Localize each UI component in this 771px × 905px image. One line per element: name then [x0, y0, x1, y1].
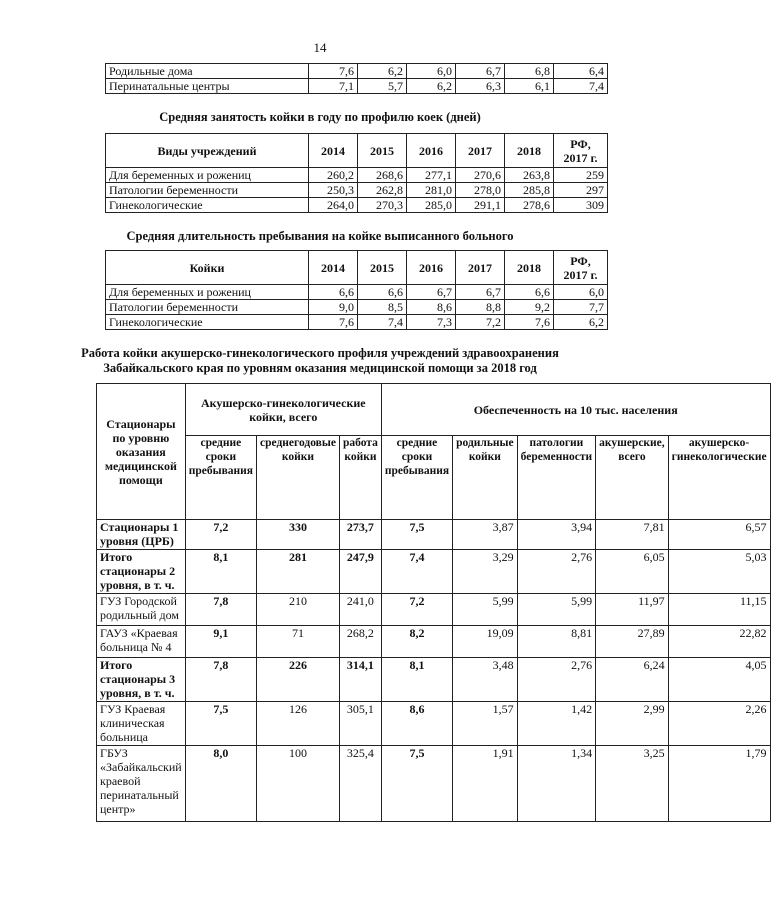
cell-value: 268,2 — [339, 626, 381, 658]
cell-value: 2,76 — [517, 658, 596, 702]
column-header: РФ, 2017 г. — [554, 134, 608, 168]
cell-value: 3,94 — [517, 520, 596, 550]
row-label: ГУЗ Городской родильный дом — [97, 594, 186, 626]
column-header: 2014 — [309, 134, 358, 168]
cell-value: 314,1 — [339, 658, 381, 702]
column-header: 2016 — [407, 134, 456, 168]
cell-value: 5,7 — [358, 79, 407, 94]
table-continuation — [105, 63, 608, 94]
cell-value: 3,48 — [453, 658, 518, 702]
column-header: Виды учреждений — [106, 134, 309, 168]
cell-value: 5,99 — [453, 594, 518, 626]
cell-value: 262,8 — [358, 183, 407, 198]
cell-value: 226 — [257, 658, 340, 702]
cell-value: 1,79 — [668, 746, 770, 822]
cell-value: 1,34 — [517, 746, 596, 822]
cell-value: 278,0 — [456, 183, 505, 198]
cell-value: 6,7 — [456, 285, 505, 300]
row-label: ГАУЗ «Краевая больница № 4 — [97, 626, 186, 658]
row-label: Родильные дома — [106, 64, 309, 79]
cell-value: 210 — [257, 594, 340, 626]
table3-title-line2: Забайкальского края по уровням оказания медицинской помощи за 2018 год — [103, 361, 537, 375]
row-label: Стационары 1 уровня (ЦРБ) — [97, 520, 186, 550]
cell-value: 5,03 — [668, 550, 770, 594]
cell-value: 6,2 — [358, 64, 407, 79]
column-header: 2017 — [456, 134, 505, 168]
cell-value: 9,1 — [185, 626, 256, 658]
cell-value: 7,1 — [309, 79, 358, 94]
cell-value: 9,0 — [309, 300, 358, 315]
row-label: Патологии беременности — [106, 183, 309, 198]
cell-value: 7,7 — [554, 300, 608, 315]
table-row — [106, 64, 608, 79]
page-number: 14 — [313, 40, 327, 55]
column-header: РФ, 2017 г. — [554, 251, 608, 285]
cell-value: 305,1 — [339, 702, 381, 746]
cell-value: 278,6 — [505, 198, 554, 213]
cell-value: 7,6 — [309, 64, 358, 79]
cell-value: 8,6 — [381, 702, 452, 746]
column-header: 2014 — [309, 251, 358, 285]
cell-value: 7,6 — [309, 315, 358, 330]
cell-value: 7,2 — [185, 520, 256, 550]
cell-value: 7,5 — [381, 520, 452, 550]
cell-value: 1,42 — [517, 702, 596, 746]
cell-value: 1,57 — [453, 702, 518, 746]
cell-value: 11,97 — [596, 594, 669, 626]
cell-value: 6,1 — [505, 79, 554, 94]
row-label: Для беременных и рожениц — [106, 285, 309, 300]
table2-block — [105, 250, 608, 330]
row-label: Гинекологические — [106, 315, 309, 330]
cell-value: 281 — [257, 550, 340, 594]
row-label: Итого стационары 3 уровня, в т. ч. — [97, 658, 186, 702]
cell-value: 6,6 — [309, 285, 358, 300]
cell-value: 71 — [257, 626, 340, 658]
cell-value: 5,99 — [517, 594, 596, 626]
cell-value: 291,1 — [456, 198, 505, 213]
cell-value: 273,7 — [339, 520, 381, 550]
cell-value: 27,89 — [596, 626, 669, 658]
row-label: Итого стационары 2 уровня, в т. ч. — [97, 550, 186, 594]
cell-value: 325,4 — [339, 746, 381, 822]
table-row — [106, 183, 608, 198]
table-row — [106, 300, 608, 315]
cell-value: 260,2 — [309, 168, 358, 183]
cell-value: 6,24 — [596, 658, 669, 702]
cell-value: 7,6 — [505, 315, 554, 330]
cell-value: 7,8 — [185, 658, 256, 702]
cell-value: 3,87 — [453, 520, 518, 550]
cell-value: 7,2 — [381, 594, 452, 626]
table-row — [97, 658, 771, 702]
cell-value: 268,6 — [358, 168, 407, 183]
cell-value: 4,05 — [668, 658, 770, 702]
continuation-table — [105, 63, 608, 94]
cell-value: 250,3 — [309, 183, 358, 198]
cell-value: 7,4 — [358, 315, 407, 330]
cell-value: 7,5 — [381, 746, 452, 822]
cell-value: 264,0 — [309, 198, 358, 213]
cell-value: 2,26 — [668, 702, 770, 746]
cell-value: 6,57 — [668, 520, 770, 550]
table-row — [106, 168, 608, 183]
column-header: 2016 — [407, 251, 456, 285]
table-row — [97, 626, 771, 658]
table3-title — [0, 346, 640, 376]
row-label: Для беременных и рожениц — [106, 168, 309, 183]
cell-value: 6,6 — [358, 285, 407, 300]
cell-value: 3,25 — [596, 746, 669, 822]
cell-value: 8,81 — [517, 626, 596, 658]
table-row — [97, 746, 771, 822]
cell-value: 6,05 — [596, 550, 669, 594]
sub-column-header: работа койки — [339, 436, 381, 520]
cell-value: 8,0 — [185, 746, 256, 822]
cell-value: 6,8 — [505, 64, 554, 79]
cell-value: 6,6 — [505, 285, 554, 300]
table1-block — [105, 133, 608, 213]
row-label: Гинекологические — [106, 198, 309, 213]
sub-column-header: акушерско-гинекологические — [668, 436, 770, 520]
cell-value: 126 — [257, 702, 340, 746]
cell-value: 22,82 — [668, 626, 770, 658]
cell-value: 330 — [257, 520, 340, 550]
cell-value: 8,1 — [185, 550, 256, 594]
header-obstetric-beds: Акушерско-гинекологические койки, всего — [185, 384, 381, 436]
column-header: Койки — [106, 251, 309, 285]
column-header: 2018 — [505, 134, 554, 168]
cell-value: 285,0 — [407, 198, 456, 213]
row-label: ГУЗ Краевая клиническая больница — [97, 702, 186, 746]
cell-value: 270,6 — [456, 168, 505, 183]
cell-value: 8,1 — [381, 658, 452, 702]
table-row — [97, 594, 771, 626]
cell-value: 259 — [554, 168, 608, 183]
cell-value: 6,0 — [554, 285, 608, 300]
sub-column-header: средние сроки пребывания — [185, 436, 256, 520]
cell-value: 2,99 — [596, 702, 669, 746]
table-row — [97, 550, 771, 594]
cell-value: 2,76 — [517, 550, 596, 594]
sub-column-header: среднегодовые койки — [257, 436, 340, 520]
cell-value: 8,2 — [381, 626, 452, 658]
cell-value: 7,8 — [185, 594, 256, 626]
table3-title-line1: Работа койки акушерско-гинекологического профиля учреждений здравоохранения — [81, 346, 559, 360]
bed-occupancy-table — [105, 133, 608, 213]
cell-value: 6,3 — [456, 79, 505, 94]
cell-value: 11,15 — [668, 594, 770, 626]
cell-value: 100 — [257, 746, 340, 822]
table-row — [106, 79, 608, 94]
row-label: Патологии беременности — [106, 300, 309, 315]
table2-title: Средняя длительность пребывания на койке выписанного больного — [126, 229, 514, 243]
column-header: 2015 — [358, 251, 407, 285]
row-label: ГБУЗ «Забайкальский краевой перинатальный центр» — [97, 746, 186, 822]
cell-value: 7,3 — [407, 315, 456, 330]
cell-value: 8,5 — [358, 300, 407, 315]
header-stationary-level: Стационары по уровню оказания медицинской помощи — [97, 384, 186, 520]
sub-column-header: средние сроки пребывания — [381, 436, 452, 520]
cell-value: 270,3 — [358, 198, 407, 213]
cell-value: 7,2 — [456, 315, 505, 330]
cell-value: 7,5 — [185, 702, 256, 746]
row-label: Перинатальные центры — [106, 79, 309, 94]
table-row — [106, 285, 608, 300]
cell-value: 6,0 — [407, 64, 456, 79]
cell-value: 277,1 — [407, 168, 456, 183]
sub-column-header: акушерские, всего — [596, 436, 669, 520]
length-of-stay-table — [105, 250, 608, 330]
bed-work-by-level-table — [96, 383, 771, 822]
cell-value: 8,6 — [407, 300, 456, 315]
table-row — [97, 520, 771, 550]
cell-value: 19,09 — [453, 626, 518, 658]
cell-value: 1,91 — [453, 746, 518, 822]
cell-value: 263,8 — [505, 168, 554, 183]
column-header: 2018 — [505, 251, 554, 285]
cell-value: 6,7 — [456, 64, 505, 79]
cell-value: 241,0 — [339, 594, 381, 626]
cell-value: 6,4 — [554, 64, 608, 79]
cell-value: 285,8 — [505, 183, 554, 198]
table1-title: Средняя занятость койки в году по профилю коек (дней) — [159, 110, 481, 124]
cell-value: 3,29 — [453, 550, 518, 594]
cell-value: 9,2 — [505, 300, 554, 315]
cell-value: 7,4 — [381, 550, 452, 594]
cell-value: 247,9 — [339, 550, 381, 594]
cell-value: 297 — [554, 183, 608, 198]
table-row — [106, 198, 608, 213]
cell-value: 6,7 — [407, 285, 456, 300]
cell-value: 7,81 — [596, 520, 669, 550]
cell-value: 309 — [554, 198, 608, 213]
table-row — [97, 702, 771, 746]
cell-value: 7,4 — [554, 79, 608, 94]
cell-value: 6,2 — [407, 79, 456, 94]
table-row — [106, 315, 608, 330]
table3-block — [96, 383, 771, 822]
cell-value: 281,0 — [407, 183, 456, 198]
cell-value: 8,8 — [456, 300, 505, 315]
sub-column-header: родильные койки — [453, 436, 518, 520]
sub-column-header: патологии беременности — [517, 436, 596, 520]
header-provision-per-10k: Обеспеченность на 10 тыс. населения — [381, 384, 770, 436]
column-header: 2017 — [456, 251, 505, 285]
column-header: 2015 — [358, 134, 407, 168]
cell-value: 6,2 — [554, 315, 608, 330]
